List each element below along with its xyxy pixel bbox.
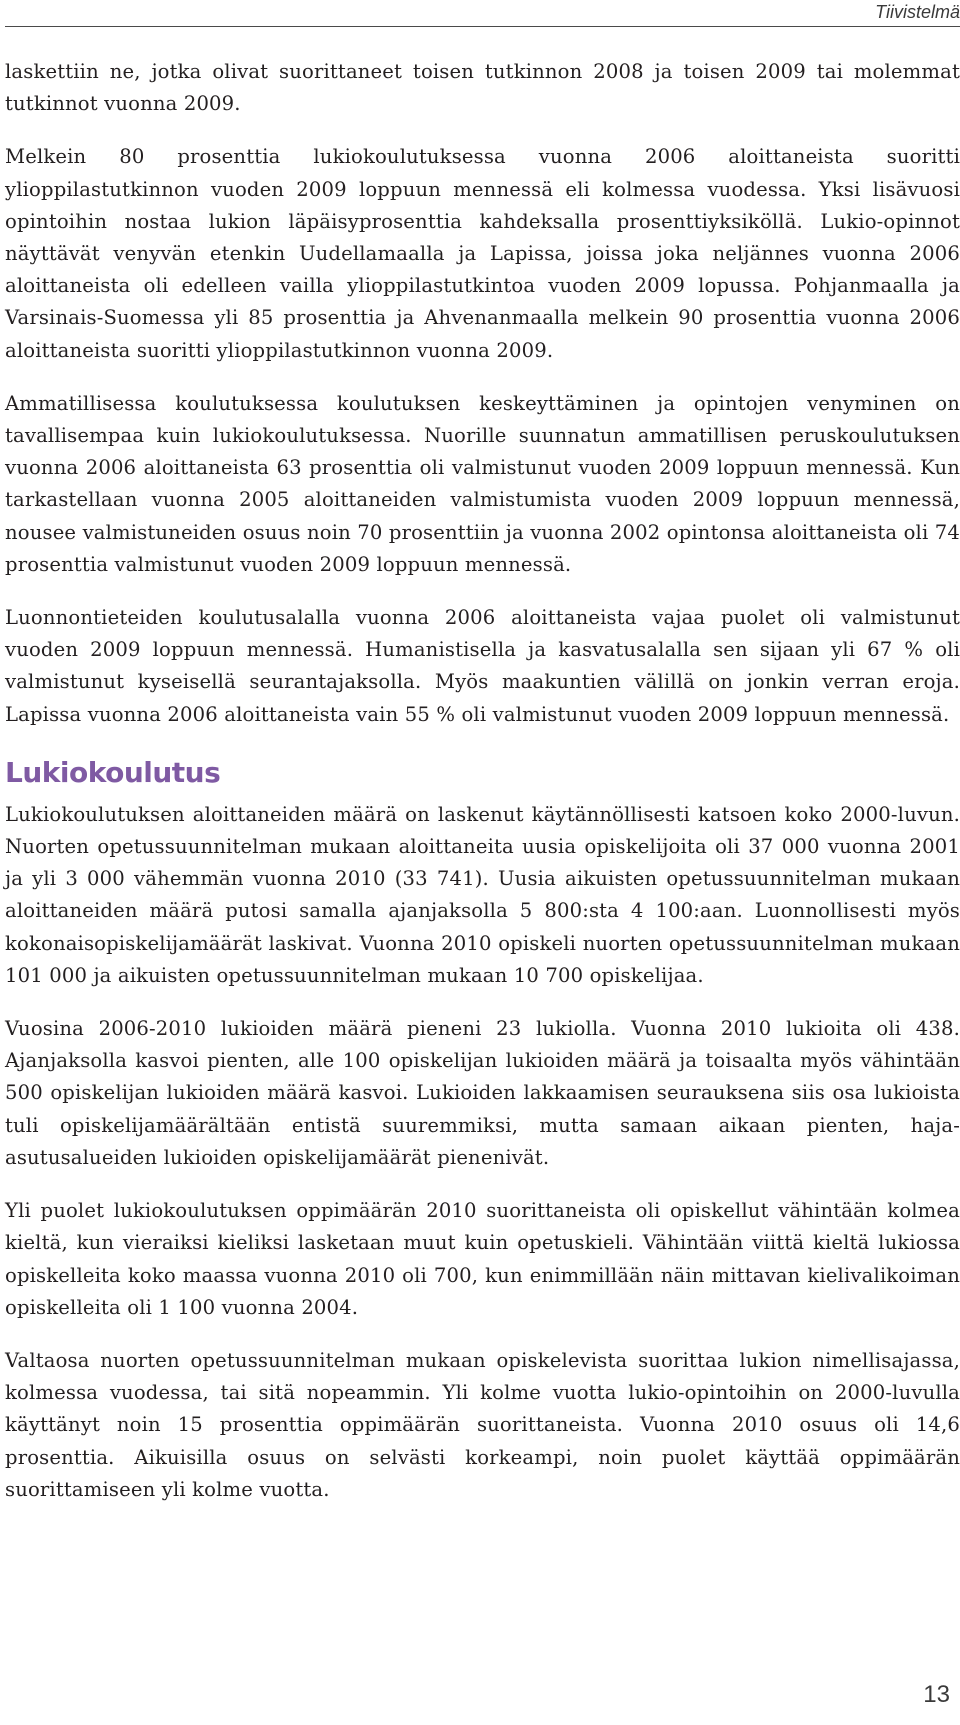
running-header-title: Tiivistelmä	[875, 2, 960, 22]
running-header	[5, 0, 960, 27]
paragraph-vocational-completion: Ammatillisessa koulutuksessa koulutuksen keskeyttäminen ja opintojen venyminen on tavallisempaa kuin lukiokoulutuksessa. Nuorille suunnatun ammatillisen peruskoulutuksen vuonna 2006 aloittaneista 63 prosenttia oli valmistunut vuoden 2009 loppuun mennessä. Kun tarkastellaan vuonna 2005 aloittaneiden valmistumista vuoden 2009 loppuun mennessä, nousee valmistuneiden osuus noin 70 prosenttiin ja vuonna 2002 opintonsa aloittaneista oli 74 prosenttia valmistunut vuoden 2009 loppuun mennessä.	[5, 391, 960, 576]
section-heading-lukiokoulutus: Lukiokoulutus	[5, 755, 221, 789]
paragraph-languages: Yli puolet lukiokoulutuksen oppimäärän 2010 suorittaneista oli opiskellut vähintään kolmea kieltä, kun vieraiksi kieliksi lasketaan muut kuin opetuskieli. Vähintään viittä kieltä lukiossa opiskelleita koko maassa vuonna 2010 oli 700, kun enimmillään näin mittavan kielivalikoiman opiskelleita oli 1 100 vuonna 2004.	[5, 1199, 960, 1319]
paragraph-continued-intro: laskettiin ne, jotka olivat suorittaneet toisen tutkinnon 2008 ja toisen 2009 tai molemmat tutkinnot vuonna 2009.	[5, 60, 960, 116]
paragraph-study-duration: Valtaosa nuorten opetussuunnitelman mukaan opiskelevista suorittaa lukion nimellisajassa, kolmessa vuodessa, tai sitä nopeammin. Yli kolme vuotta lukio-opintoihin on 2000-luvulla käyttänyt noin 15 prosenttia oppimäärän suorittaneista. Vuonna 2010 osuus oli 14,6 prosenttia. Aikuisilla osuus on selvästi korkeampi, noin puolet käyttää oppimäärän suorittamiseen yli kolme vuotta.	[5, 1348, 960, 1501]
paragraph-field-differences: Luonnontieteiden koulutusalalla vuonna 2006 aloittaneista vajaa puolet oli valmistunut vuoden 2009 loppuun mennessä. Humanistisella ja kasvatusalalla sen sijaan yli 67 % oli valmistunut kyseisellä seurantajaksolla. Myös maakuntien välillä on jonkin verran eroja. Lapissa vuonna 2006 aloittaneista vain 55 % oli valmistunut vuoden 2009 loppuun mennessä.	[5, 606, 960, 726]
paragraph-school-count: Vuosina 2006-2010 lukioiden määrä pieneni 23 lukiolla. Vuonna 2010 lukioita oli 438. Ajanjaksolla kasvoi pienten, alle 100 opiskelijan lukioiden määrä ja toisaalta myös vähintään 500 opiskelijan lukioiden määrä kasvoi. Lukioiden lakkaamisen seurauksena siis osa lukioista tuli opiskelijamäärältään entistä suuremmiksi, mutta samaan aikaan pienten, haja-asutusalueiden lukioiden opiskelijamäärät pienenivät.	[5, 1017, 960, 1169]
page-body	[5, 56, 960, 1527]
paragraph-enrolment-trend: Lukiokoulutuksen aloittaneiden määrä on laskenut käytännöllisesti katsoen koko 2000-luvun. Nuorten opetussuunnitelman mukaan aloittaneita uusia opiskelijoita oli 37 000 vuonna 2001 ja yli 3 000 vähemmän vuonna 2010 (33 741). Uusia aikuisten opetussuunnitelman mukaan aloittaneiden määrä putosi samalla ajanjaksolla 5 800:sta 4 100:aan. Luonnollisesti myös kokonaisopiskelijamäärät laskivat. Vuonna 2010 opiskeli nuorten opetussuunnitelman mukaan 101 000 ja aikuisten opetussuunnitelman mukaan 10 700 opiskelijaa.	[5, 802, 960, 987]
paragraph-lukio-completion: Melkein 80 prosenttia lukiokoulutuksessa vuonna 2006 aloittaneista suoritti ylioppilastutkinnon vuoden 2009 loppuun mennessä eli kolmessa vuodessa. Yksi lisävuosi opintoihin nostaa lukion läpäisyprosenttia kahdeksalla prosenttiyksiköllä. Lukio-opinnot näyttävät venyvän etenkin Uudellamaalla ja Lapissa, joissa joka neljännes vuonna 2006 aloittaneista oli edelleen vailla ylioppilastutkintoa vuoden 2009 lopussa. Pohjanmaalla ja Varsinais-Suomessa yli 85 prosenttia ja Ahvenanmaalla melkein 90 prosenttia vuonna 2006 aloittaneista suoritti ylioppilastutkinnon vuonna 2009.	[5, 145, 960, 362]
page-number: 13	[923, 1681, 950, 1708]
